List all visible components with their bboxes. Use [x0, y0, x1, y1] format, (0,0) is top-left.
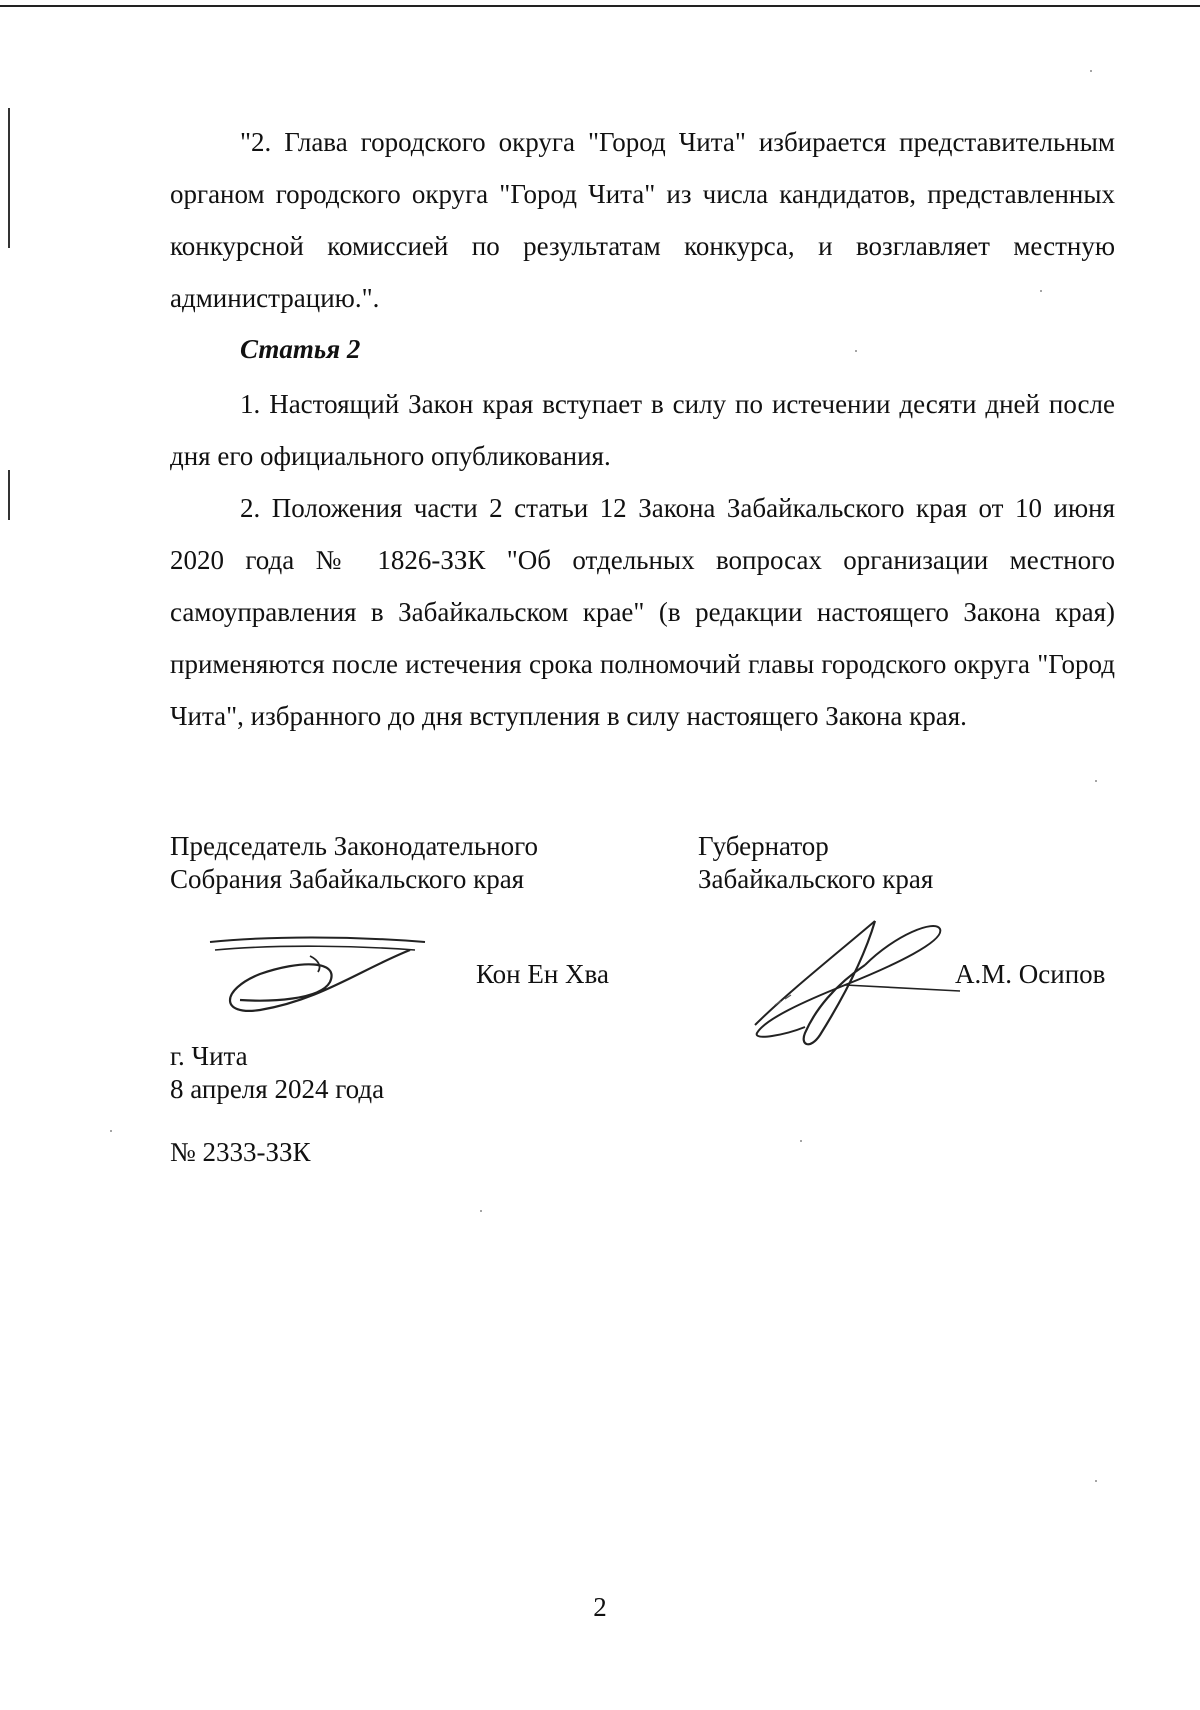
quoted-paragraph [170, 116, 1115, 324]
left-title-line-1: Председатель Законодательного [170, 831, 539, 861]
right-signatory-name: А.М. Осипов [955, 959, 1106, 989]
page-number: 2 [593, 1592, 607, 1622]
scan-speck [800, 1140, 802, 1142]
left-scan-mark [8, 470, 10, 520]
scan-speck [1040, 290, 1042, 292]
law-number: № 2333-ЗЗК [170, 1137, 311, 1167]
article-heading: Статья 2 [240, 334, 361, 364]
scan-speck [1095, 1480, 1097, 1482]
right-handwritten-signature [745, 915, 975, 1055]
left-signatory-name: Кон Ен Хва [476, 959, 609, 989]
right-title-line-1: Губернатор [698, 831, 829, 861]
scan-speck [1090, 70, 1092, 72]
left-scan-mark [8, 108, 10, 248]
article-body [170, 378, 1115, 742]
scan-speck [480, 1210, 482, 1212]
city-line: г. Чита [170, 1041, 248, 1071]
article-item-2: 2. Положения части 2 статьи 12 Закона Забайкальского края от 10 июня 2020 года № 1826-ЗЗК "Об отдельных вопросах организации местного самоуправления в Забайкальском крае" (в редакции настоящего Закона края) применяются после истечения срока полномочий главы городского округа "Город Чита", избранного до дня вступления в силу настоящего Закона края. [170, 493, 1115, 731]
place-and-date [170, 1040, 384, 1106]
paragraph-text: "2. Глава городского округа "Город Чита" избирается представительным органом городского округа "Город Чита" из числа кандидатов, представленных конкурсной комиссией по результатам конкурса, и возглавляет местную администрацию.". [170, 127, 1115, 313]
scan-speck [110, 1130, 112, 1132]
right-title-line-2: Забайкальского края [698, 864, 934, 894]
article-item-1: 1. Настоящий Закон края вступает в силу по истечении десяти дней после дня его официального опубликования. [170, 389, 1115, 471]
left-handwritten-signature [200, 930, 430, 1020]
left-title-line-2: Собрания Забайкальского края [170, 864, 525, 894]
scan-speck [855, 350, 857, 352]
left-signatory-title [170, 830, 538, 896]
date-line: 8 апреля 2024 года [170, 1074, 385, 1104]
top-border-line [0, 5, 1200, 7]
scan-speck [1095, 780, 1097, 782]
right-signatory-title [698, 830, 933, 896]
